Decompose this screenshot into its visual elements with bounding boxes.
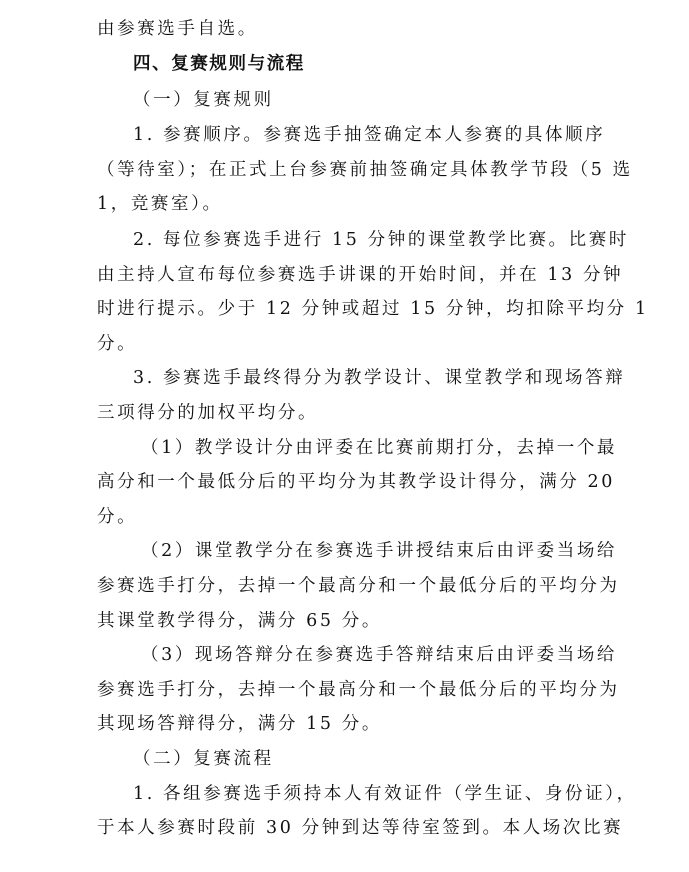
text-line: 时进行提示。少于 12 分钟或超过 15 分钟，均扣除平均分 1 (97, 299, 649, 319)
text-line: 1. 各组参赛选手须持本人有效证件（学生证、身份证）， (133, 784, 637, 804)
text-line: 由主持人宣布每位参赛选手讲课的开始时间，并在 13 分钟 (97, 265, 624, 285)
text-line: 3. 参赛选手最终得分为教学设计、课堂教学和现场答辩 (133, 368, 626, 388)
text-line: （2）课堂教学分在参赛选手讲授结束后由评委当场给 (141, 541, 618, 561)
section-heading: 四、复赛规则与流程 (133, 54, 305, 74)
text-line: 分。 (97, 334, 138, 354)
text-line: 参赛选手打分，去掉一个最高分和一个最低分后的平均分为 (97, 680, 620, 700)
text-line: 由参赛选手自选。 (97, 19, 258, 39)
text-line: 2. 每位参赛选手进行 15 分钟的课堂教学比赛。比赛时 (133, 230, 629, 250)
text-line: 其课堂教学得分，满分 65 分。 (97, 611, 382, 631)
text-line: （3）现场答辩分在参赛选手答辩结束后由评委当场给 (141, 645, 618, 665)
text-line: 高分和一个最低分后的平均分为其教学设计得分，满分 20 (97, 472, 616, 492)
text-line: 1，竞赛室）。 (97, 194, 223, 214)
text-line: 其现场答辩得分，满分 15 分。 (97, 714, 382, 734)
subsection-heading: （二）复赛流程 (133, 749, 274, 769)
subsection-heading: （一）复赛规则 (133, 90, 274, 110)
text-line: 三项得分的加权平均分。 (97, 403, 319, 423)
text-line: 于本人参赛时段前 30 分钟到达等待室签到。本人场次比赛 (97, 818, 624, 838)
text-line: 参赛选手打分，去掉一个最高分和一个最低分后的平均分为 (97, 576, 620, 596)
text-line: 1. 参赛顺序。参赛选手抽签确定本人参赛的具体顺序 (133, 125, 606, 145)
text-line: 分。 (97, 507, 138, 527)
text-line: （1）教学设计分由评委在比赛前期打分，去掉一个最 (141, 438, 618, 458)
text-line: （等待室）；在正式上台参赛前抽签确定具体教学节段（5 选 (97, 160, 633, 180)
